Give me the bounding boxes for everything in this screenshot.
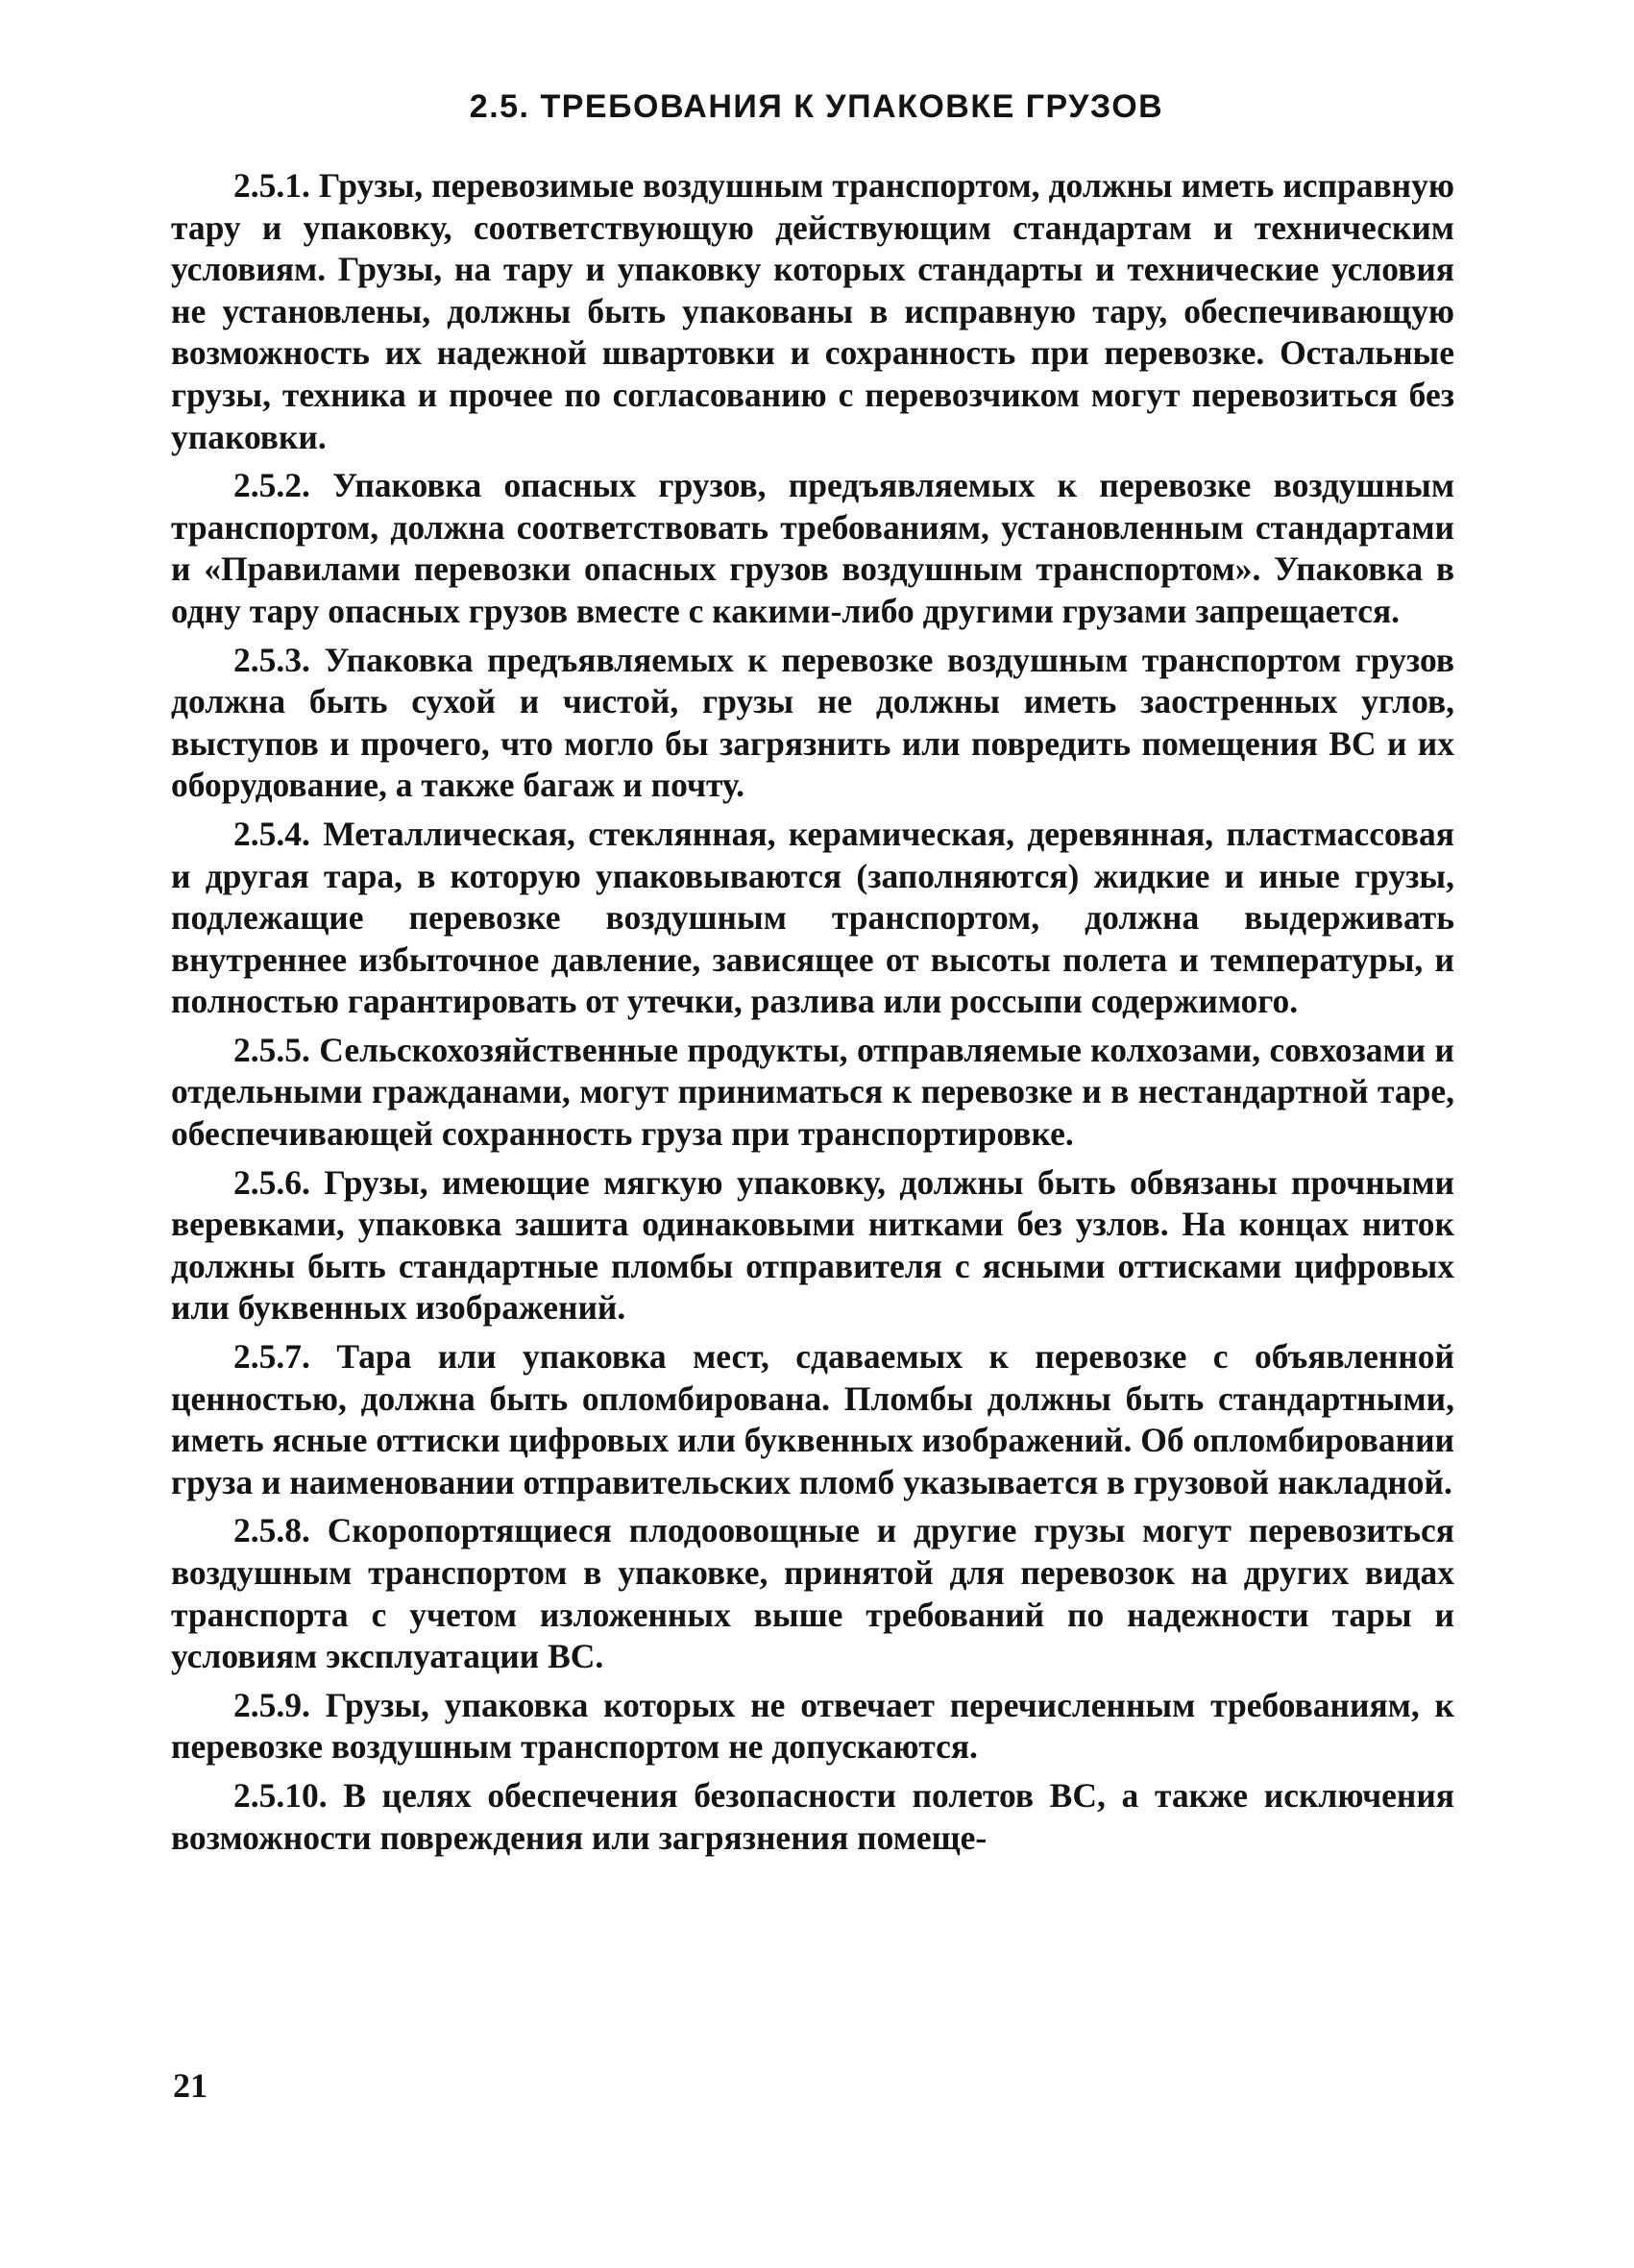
paragraph-text: Скоропортящиеся плодоовощные и другие грузы могут перевозиться воздушным транспортом в упаковке, принятой для перевозок на других видах транспорта с учетом изложенных выше требований по надежности тары и условиям эксплуатации ВС.: [171, 1511, 1455, 1676]
paragraph-2-5-6: [171, 1162, 1454, 1329]
paragraph-text: Сельскохозяйственные продукты, отправляемые колхозами, совхозами и отдельными гражданами, могут приниматься к перевозке и в нестандартной таре, обеспечивающей сохранность груза при транспортировке.: [171, 1030, 1454, 1154]
section-heading: 2.5. ТРЕБОВАНИЯ К УПАКОВКЕ ГРУЗОВ: [469, 88, 1164, 125]
paragraph-number: 2.5.6.: [233, 1162, 310, 1202]
paragraph-number: 2.5.8.: [233, 1511, 310, 1550]
paragraph-2-5-9: [171, 1685, 1454, 1768]
paragraph-number: 2.5.9.: [233, 1685, 310, 1724]
paragraph-text: Тара или упаковка мест, сдаваемых к перевозке с объявленной ценностью, должна быть опломбирована. Пломбы должны быть стандартными, иметь ясные оттиски цифровых или буквенных изображений. Об опломбировании груза и наименовании отправительских пломб указывается в грузовой накладной.: [171, 1337, 1454, 1501]
paragraph-text: Упаковка опасных грузов, предъявляемых к перевозке воздушным транспортом, должна соответствовать требованиям, установленным стандартами и «Правилами перевозки опасных грузов воздушным транспортом». Упаковка в одну тару опасных грузов вместе с какими-либо другими грузами запрещается.: [171, 466, 1455, 630]
paragraph-number: 2.5.10.: [233, 1775, 328, 1815]
paragraph-text: В целях обеспечения безопасности полетов ВС, а также исключения возможности повреждения или загрязнения помеще-: [171, 1775, 1454, 1857]
paragraph-number: 2.5.5.: [233, 1030, 310, 1069]
paragraph-text: Металлическая, стеклянная, керамическая, деревянная, пластмассовая и другая тара, в которую упаковываются (заполняются) жидкие и иные грузы, подлежащие перевозке воздушным транспортом, должна выдерживать внутреннее избыточное давление, зависящее от высоты полета и температуры, и полностью гарантировать от утечки, разлива или россыпи содержимого.: [171, 814, 1455, 1021]
paragraph-number: 2.5.1.: [233, 166, 310, 205]
paragraph-number: 2.5.2.: [233, 466, 310, 505]
paragraph-number: 2.5.4.: [233, 814, 310, 853]
paragraph-2-5-8: [171, 1510, 1454, 1677]
paragraph-2-5-5: [171, 1030, 1454, 1156]
paragraph-2-5-3: [171, 640, 1454, 807]
paragraph-number: 2.5.7.: [233, 1337, 310, 1377]
paragraph-2-5-10: [171, 1775, 1454, 1859]
paragraph-number: 2.5.3.: [233, 640, 310, 679]
section-body: [171, 165, 1454, 1859]
paragraph-text: Грузы, перевозимые воздушным транспортом, должны иметь исправную тару и упаковку, соответствующую действующим стандартам и техническим условиям. Грузы, на тару и упаковку которых стандарты и технические условия не установлены, должны быть упакованы в исправную тару, обеспечивающую возможность их надежной швартовки и сохранность при перевозке. Остальные грузы, техника и прочее по согласованию с перевозчиком могут перевозиться без упаковки.: [171, 166, 1454, 456]
paragraph-2-5-7: [171, 1336, 1454, 1503]
paragraph-2-5-4: [171, 814, 1454, 1023]
paragraph-2-5-1: [171, 165, 1454, 458]
paragraph-text: Грузы, имеющие мягкую упаковку, должны быть обвязаны прочными веревками, упаковка зашита одинаковыми нитками без узлов. На концах ниток должны быть стандартные пломбы отправителя с ясными оттисками цифровых или буквенных изображений.: [171, 1162, 1454, 1328]
paragraph-2-5-2: [171, 465, 1454, 632]
page-number: 21: [173, 2066, 207, 2105]
paragraph-text: Грузы, упаковка которых не отвечает перечисленным требованиям, к перевозке воздушным транспортом не допускаются.: [171, 1685, 1454, 1767]
paragraph-text: Упаковка предъявляемых к перевозке воздушным транспортом грузов должна быть сухой и чистой, грузы не должны иметь заостренных углов, выступов и прочего, что могло бы загрязнить или повредить помещения ВС и их оборудование, а также багаж и почту.: [171, 640, 1455, 805]
